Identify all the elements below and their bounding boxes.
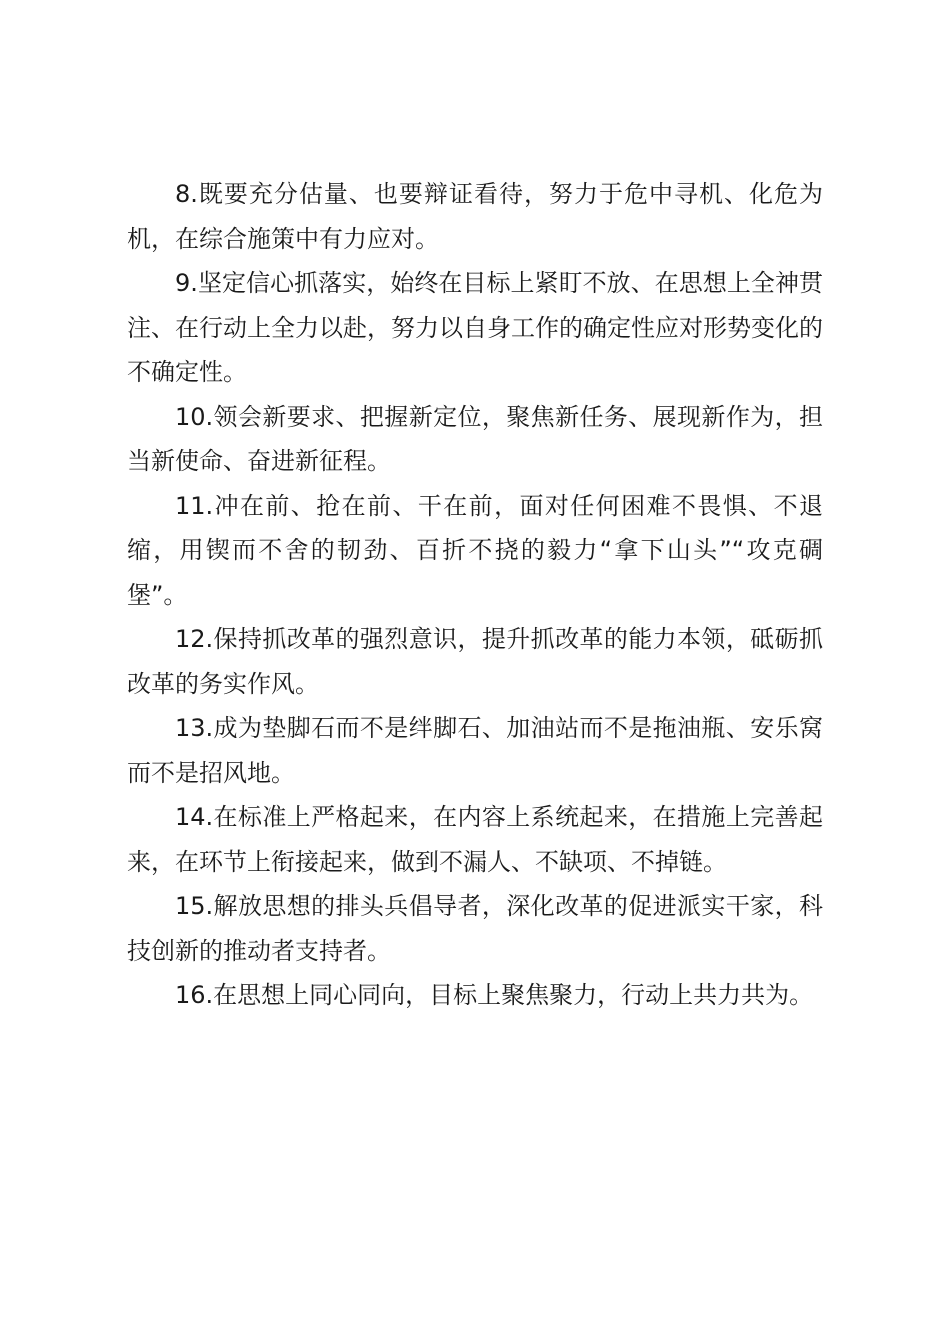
paragraph-item-15: 15.解放思想的排头兵倡导者，深化改革的促进派实干家，科技创新的推动者支持者。 [127, 892, 823, 965]
paragraph-item-16: 16.在思想上同心同向，目标上聚焦聚力，行动上共力共为。 [175, 981, 814, 1009]
paragraph-item-10: 10.领会新要求、把握新定位，聚焦新任务、展现新作为，担当新使命、奋进新征程。 [127, 402, 823, 475]
paragraph-item-13: 13.成为垫脚石而不是绊脚石、加油站而不是拖油瓶、安乐窝而不是招风地。 [127, 714, 823, 787]
paragraph-item-14: 14.在标准上严格起来，在内容上系统起来，在措施上完善起来，在环节上衔接起来，做到不漏人、不缺项、不掉链。 [127, 803, 823, 876]
document-body [127, 172, 823, 1018]
paragraph-item-11: 11.冲在前、抢在前、干在前，面对任何困难不畏惧、不退缩，用锲而不舍的韧劲、百折不挠的毅力“拿下山头”“攻克碉堡”。 [127, 491, 823, 609]
paragraph-item-12: 12.保持抓改革的强烈意识，提升抓改革的能力本领，砥砺抓改革的务实作风。 [127, 625, 823, 698]
paragraph-item-8: 8.既要充分估量、也要辩证看待，努力于危中寻机、化危为机，在综合施策中有力应对。 [127, 180, 823, 253]
paragraph-item-9: 9.坚定信心抓落实，始终在目标上紧盯不放、在思想上全神贯注、在行动上全力以赴，努力以自身工作的确定性应对形势变化的不确定性。 [127, 269, 823, 386]
